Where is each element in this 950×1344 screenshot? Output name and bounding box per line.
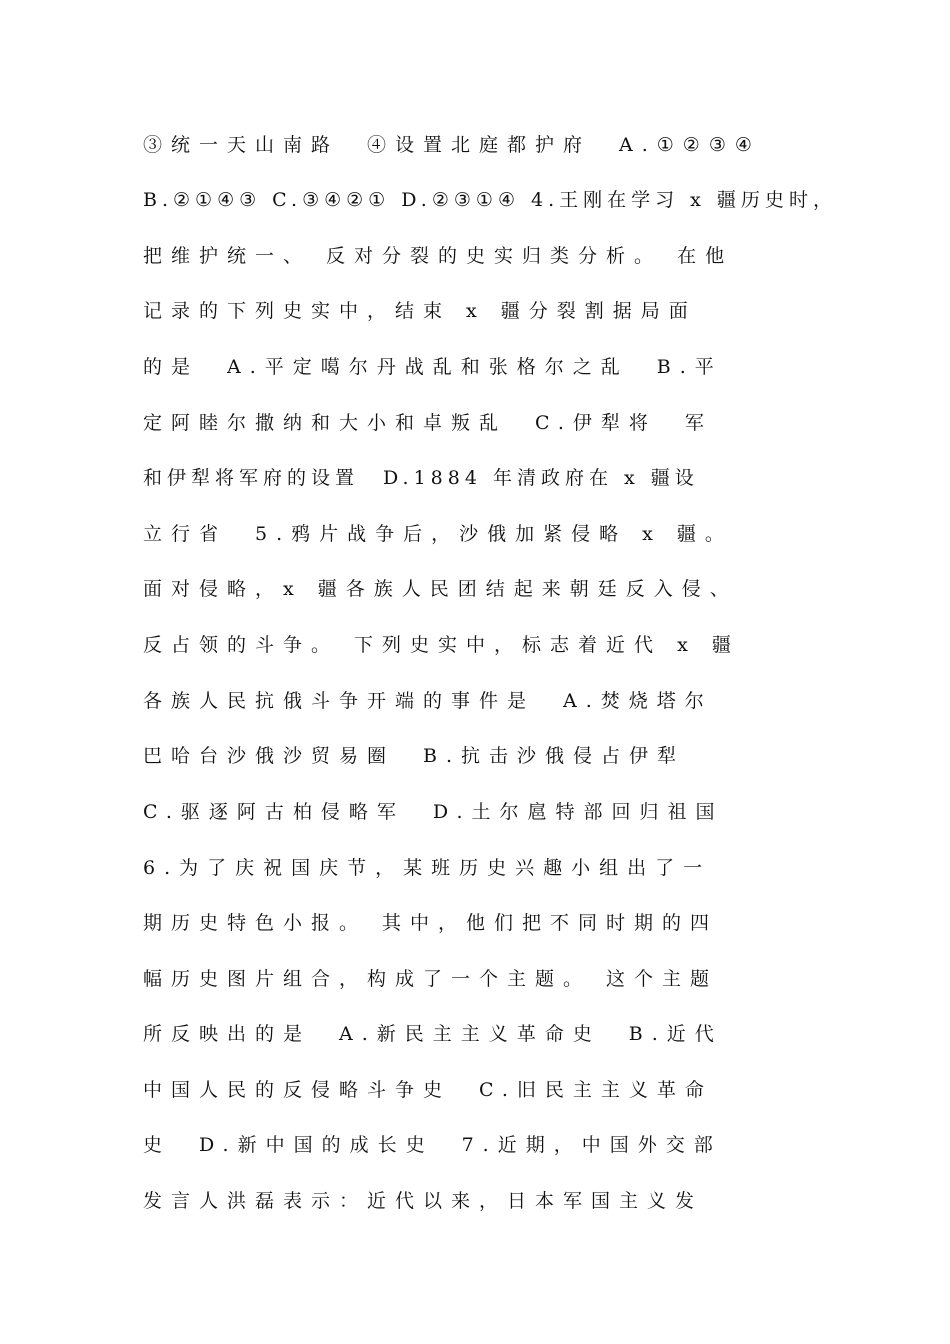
text-line-11: 各族人民抗俄斗争开端的事件是 A.焚烧塔尔 xyxy=(143,690,713,712)
text-line-16: 幅历史图片组合，构成了一个主题。 这个主题 xyxy=(143,968,719,990)
text-line-4: 记录的下列史实中，结束 x 疆分裂割据局面 xyxy=(143,300,697,322)
text-line-14: 6.为了庆祝国庆节，某班历史兴趣小组出了一 xyxy=(143,857,712,879)
text-line-9: 面对侵略，x 疆各族人民团结起来朝廷反入侵、 xyxy=(143,578,738,600)
text-line-17: 所反映出的是 A.新民主主义革命史 B.近代 xyxy=(143,1023,723,1045)
text-line-6: 定阿睦尔撒纳和大小和卓叛乱 C.伊犁将 军 xyxy=(143,412,713,434)
text-line-10: 反占领的斗争。 下列史实中，标志着近代 x 疆 xyxy=(143,634,740,656)
text-line-2: B.②①④③ C.③④②① D.②③①④ 4.王刚在学习 x 疆历史时， xyxy=(143,189,837,211)
text-line-13: C.驱逐阿古柏侵略军 D.土尔扈特部回归祖国 xyxy=(143,801,724,823)
text-line-20: 发言人洪磊表示：近代以来，日本军国主义发 xyxy=(143,1190,704,1212)
text-line-7: 和伊犁将军府的设置 D.1884 年清政府在 x 疆设 xyxy=(143,467,699,489)
text-line-1: ③统一天山南路 ④设置北庭都护府 A.①②③④ xyxy=(143,134,761,156)
text-line-19: 史 D.新中国的成长史 7.近期，中国外交部 xyxy=(143,1134,722,1156)
text-line-18: 中国人民的反侵略斗争史 C.旧民主主义革命 xyxy=(143,1079,713,1101)
text-line-3: 把维护统一、 反对分裂的史实归类分析。 在他 xyxy=(143,245,734,267)
text-line-12: 巴哈台沙俄沙贸易圈 B.抗击沙俄侵占伊犁 xyxy=(143,745,686,767)
text-line-8: 立行省 5.鸦片战争后，沙俄加紧侵略 x 疆。 xyxy=(143,523,733,545)
text-line-15: 期历史特色小报。 其中，他们把不同时期的四 xyxy=(143,912,719,934)
text-line-5: 的是 A.平定噶尔丹战乱和张格尔之乱 B.平 xyxy=(143,356,723,378)
